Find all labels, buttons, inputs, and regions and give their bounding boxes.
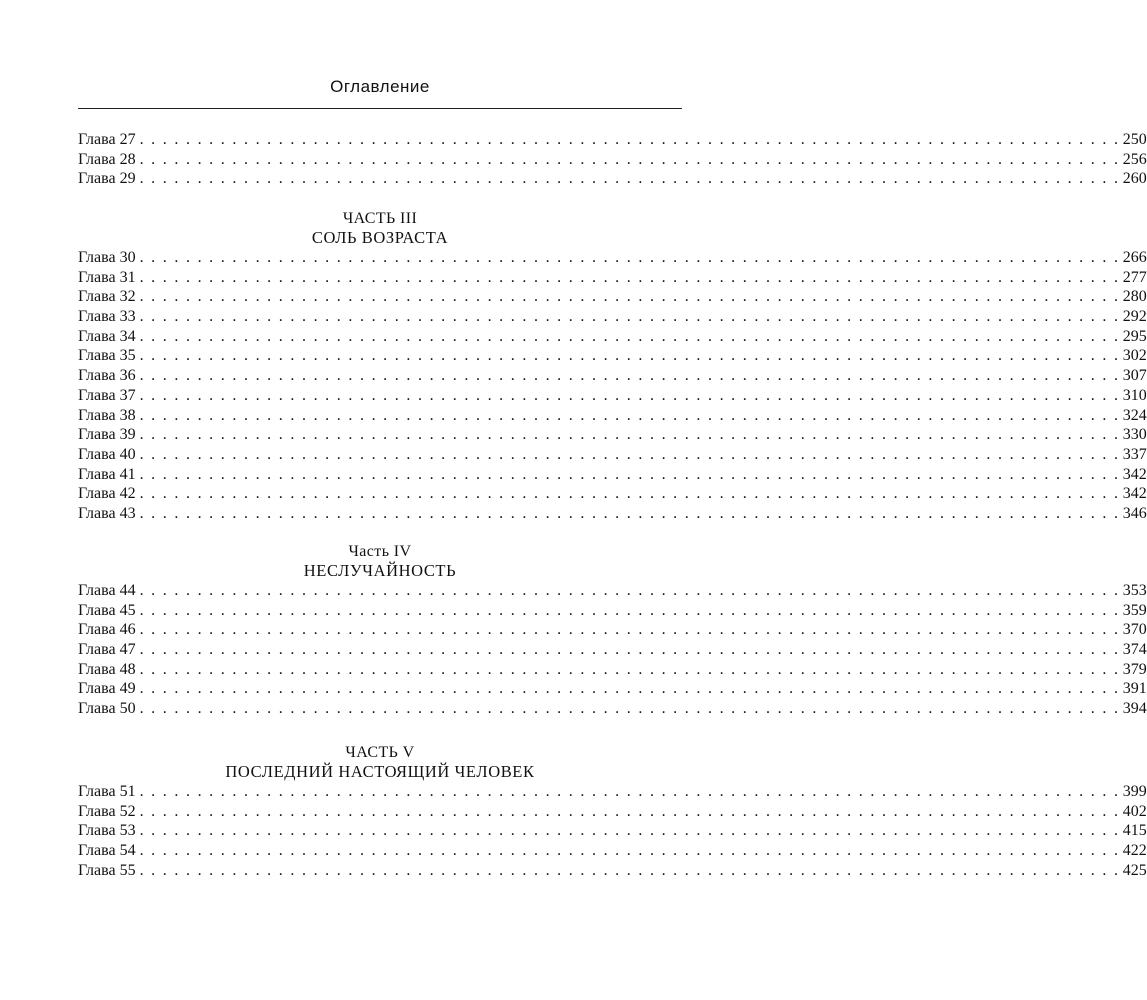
dot-leader: . . . . . . . . . . . . . . . . . . . . . . . . . . . . . . . . . . . . . . . . . . . . . . . . . . . . . . . . . . . . . . . . . . . . . . . . . . . . . . . . . . . . . [139,249,1120,266]
toc-entry [78,386,1147,406]
dot-leader: . . . . . . . . . . . . . . . . . . . . . . . . . . . . . . . . . . . . . . . . . . . . . . . . . . . . . . . . . . . . . . . . . . . . . . . . . . . . . . . . . . . . . [139,861,1120,879]
dot-leader: . . . . . . . . . . . . . . . . . . . . . . . . . . . . . . . . . . . . . . . . . . . . . . . . . . . . . . . . . . . . . . . . . . . . . . . . . . . . . . . . . . . . . [139,621,1120,639]
dot-leader: . . . . . . . . . . . . . . . . . . . . . . . . . . . . . . . . . . . . . . . . . . . . . . . . . . . . . . . . . . . . . . . . . . . . . . . . . . . . . . . . . . . . . [139,367,1120,385]
toc-entry [78,841,1147,861]
page-number: 346 [1122,504,1147,522]
toc-entry [78,640,1147,660]
dot-leader: . . . . . . . . . . . . . . . . . . . . . . . . . . . . . . . . . . . . . . . . . . . . . . . . . . . . . . . . . . . . . . . . . . . . . . . . . . . . . . . . . . . . . [139,170,1120,188]
running-head: Оглавление [330,77,430,96]
dot-leader: . . . . . . . . . . . . . . . . . . . . . . . . . . . . . . . . . . . . . . . . . . . . . . . . . . . . . . . . . . . . . . . . . . . . . . . . . . . . . . . . . . . . . [139,406,1120,424]
toc-entry [78,581,1147,601]
toc-entry [78,821,1147,841]
chapter-label: Глава 41 [78,465,136,483]
page-number: 415 [1122,822,1147,840]
toc-entry [78,425,1147,445]
toc-entry [78,861,1147,881]
dot-leader: . . . . . . . . . . . . . . . . . . . . . . . . . . . . . . . . . . . . . . . . . . . . . . . . . . . . . . . . . . . . . . . . . . . . . . . . . . . . . . . . . . . . . [139,308,1120,326]
toc-entry [78,406,1147,426]
toc-entry [78,248,1147,268]
dot-leader: . . . . . . . . . . . . . . . . . . . . . . . . . . . . . . . . . . . . . . . . . . . . . . . . . . . . . . . . . . . . . . . . . . . . . . . . . . . . . . . . . . . . . [139,131,1120,148]
toc-part-4 [78,542,1147,719]
page-number: 295 [1122,327,1147,345]
chapter-label: Глава 29 [78,170,136,188]
page-number: 337 [1122,445,1147,463]
dot-leader: . . . . . . . . . . . . . . . . . . . . . . . . . . . . . . . . . . . . . . . . . . . . . . . . . . . . . . . . . . . . . . . . . . . . . . . . . . . . . . . . . . . . . [139,802,1120,820]
page-number: 391 [1122,680,1147,698]
page-number: 277 [1122,268,1147,286]
page-number: 307 [1122,367,1147,385]
dot-leader: . . . . . . . . . . . . . . . . . . . . . . . . . . . . . . . . . . . . . . . . . . . . . . . . . . . . . . . . . . . . . . . . . . . . . . . . . . . . . . . . . . . . . [139,150,1120,168]
part-heading: Часть IV [348,543,412,560]
toc-entry [78,366,1147,386]
page-number: 425 [1122,861,1147,879]
dot-leader: . . . . . . . . . . . . . . . . . . . . . . . . . . . . . . . . . . . . . . . . . . . . . . . . . . . . . . . . . . . . . . . . . . . . . . . . . . . . . . . . . . . . . [139,822,1120,840]
chapter-label: Глава 38 [78,406,136,424]
chapter-label: Глава 55 [78,861,136,879]
page-number: 359 [1122,601,1147,619]
page-number: 250 [1122,131,1147,148]
chapter-label: Глава 48 [78,660,136,678]
chapter-label: Глава 52 [78,802,136,820]
toc-entry [78,484,1147,504]
chapter-label: Глава 35 [78,347,136,365]
dot-leader: . . . . . . . . . . . . . . . . . . . . . . . . . . . . . . . . . . . . . . . . . . . . . . . . . . . . . . . . . . . . . . . . . . . . . . . . . . . . . . . . . . . . . [139,485,1120,503]
part-heading: ЧАСТЬ III [342,210,418,227]
dot-leader: . . . . . . . . . . . . . . . . . . . . . . . . . . . . . . . . . . . . . . . . . . . . . . . . . . . . . . . . . . . . . . . . . . . . . . . . . . . . . . . . . . . . . [139,386,1120,404]
page-number: 394 [1122,700,1147,718]
dot-leader: . . . . . . . . . . . . . . . . . . . . . . . . . . . . . . . . . . . . . . . . . . . . . . . . . . . . . . . . . . . . . . . . . . . . . . . . . . . . . . . . . . . . . [139,783,1120,800]
page-number: 370 [1122,621,1147,639]
page-number: 379 [1122,660,1147,678]
page-number: 342 [1122,465,1147,483]
toc-entry [78,307,1147,327]
dot-leader: . . . . . . . . . . . . . . . . . . . . . . . . . . . . . . . . . . . . . . . . . . . . . . . . . . . . . . . . . . . . . . . . . . . . . . . . . . . . . . . . . . . . . [139,660,1120,678]
toc-group-1 [78,130,1147,189]
chapter-label: Глава 47 [78,641,136,659]
dot-leader: . . . . . . . . . . . . . . . . . . . . . . . . . . . . . . . . . . . . . . . . . . . . . . . . . . . . . . . . . . . . . . . . . . . . . . . . . . . . . . . . . . . . . [139,347,1120,365]
chapter-label: Глава 45 [78,601,136,619]
toc-entry [78,445,1147,465]
chapter-label: Глава 34 [78,327,136,345]
chapter-label: Глава 51 [78,783,136,800]
chapter-label: Глава 42 [78,485,136,503]
toc-entry [78,679,1147,699]
toc-entry [78,504,1147,524]
toc-part-3 [78,209,1147,524]
chapter-label: Глава 39 [78,426,136,444]
toc-entry [78,150,1147,170]
page-number: 422 [1122,842,1147,860]
page-number: 353 [1122,582,1147,599]
chapter-label: Глава 49 [78,680,136,698]
chapter-label: Глава 46 [78,621,136,639]
part-title: СОЛЬ ВОЗРАСТА [311,228,449,247]
toc-entry [78,169,1147,189]
toc-entry [78,287,1147,307]
page-number: 342 [1122,485,1147,503]
chapter-label: Глава 44 [78,582,136,599]
page-number: 292 [1122,308,1147,326]
dot-leader: . . . . . . . . . . . . . . . . . . . . . . . . . . . . . . . . . . . . . . . . . . . . . . . . . . . . . . . . . . . . . . . . . . . . . . . . . . . . . . . . . . . . . [139,700,1120,718]
dot-leader: . . . . . . . . . . . . . . . . . . . . . . . . . . . . . . . . . . . . . . . . . . . . . . . . . . . . . . . . . . . . . . . . . . . . . . . . . . . . . . . . . . . . . [139,268,1120,286]
page-number: 302 [1122,347,1147,365]
dot-leader: . . . . . . . . . . . . . . . . . . . . . . . . . . . . . . . . . . . . . . . . . . . . . . . . . . . . . . . . . . . . . . . . . . . . . . . . . . . . . . . . . . . . . [139,582,1120,599]
toc-entry [78,620,1147,640]
dot-leader: . . . . . . . . . . . . . . . . . . . . . . . . . . . . . . . . . . . . . . . . . . . . . . . . . . . . . . . . . . . . . . . . . . . . . . . . . . . . . . . . . . . . . [139,680,1120,698]
page-number: 310 [1122,386,1147,404]
dot-leader: . . . . . . . . . . . . . . . . . . . . . . . . . . . . . . . . . . . . . . . . . . . . . . . . . . . . . . . . . . . . . . . . . . . . . . . . . . . . . . . . . . . . . [139,601,1120,619]
chapter-label: Глава 36 [78,367,136,385]
dot-leader: . . . . . . . . . . . . . . . . . . . . . . . . . . . . . . . . . . . . . . . . . . . . . . . . . . . . . . . . . . . . . . . . . . . . . . . . . . . . . . . . . . . . . [139,426,1120,444]
dot-leader: . . . . . . . . . . . . . . . . . . . . . . . . . . . . . . . . . . . . . . . . . . . . . . . . . . . . . . . . . . . . . . . . . . . . . . . . . . . . . . . . . . . . . [139,445,1120,463]
chapter-label: Глава 54 [78,842,136,860]
toc-entry [78,601,1147,621]
toc-entry [78,327,1147,347]
page-number: 402 [1122,802,1147,820]
page-number: 260 [1122,170,1147,188]
chapter-label: Глава 33 [78,308,136,326]
page-number: 330 [1122,426,1147,444]
part-heading: ЧАСТЬ V [345,744,415,761]
toc-entry [78,130,1147,150]
dot-leader: . . . . . . . . . . . . . . . . . . . . . . . . . . . . . . . . . . . . . . . . . . . . . . . . . . . . . . . . . . . . . . . . . . . . . . . . . . . . . . . . . . . . . [139,288,1120,306]
header-rule [78,108,682,109]
toc-entry [78,268,1147,288]
toc-entry [78,802,1147,822]
toc-entry [78,346,1147,366]
page-number: 399 [1122,783,1147,800]
chapter-label: Глава 43 [78,504,136,522]
toc-entry [78,782,1147,802]
toc-entry [78,660,1147,680]
toc-entry [78,699,1147,719]
page-number: 256 [1122,150,1147,168]
page-number: 324 [1122,406,1147,424]
dot-leader: . . . . . . . . . . . . . . . . . . . . . . . . . . . . . . . . . . . . . . . . . . . . . . . . . . . . . . . . . . . . . . . . . . . . . . . . . . . . . . . . . . . . . [139,504,1120,522]
chapter-label: Глава 53 [78,822,136,840]
chapter-label: Глава 37 [78,386,136,404]
chapter-label: Глава 28 [78,150,136,168]
chapter-label: Глава 40 [78,445,136,463]
dot-leader: . . . . . . . . . . . . . . . . . . . . . . . . . . . . . . . . . . . . . . . . . . . . . . . . . . . . . . . . . . . . . . . . . . . . . . . . . . . . . . . . . . . . . [139,641,1120,659]
page-number: 280 [1122,288,1147,306]
part-title: ПОСЛЕДНИЙ НАСТОЯЩИЙ ЧЕЛОВЕК [225,762,535,781]
dot-leader: . . . . . . . . . . . . . . . . . . . . . . . . . . . . . . . . . . . . . . . . . . . . . . . . . . . . . . . . . . . . . . . . . . . . . . . . . . . . . . . . . . . . . [139,327,1120,345]
page-number: 266 [1122,249,1147,266]
toc-part-5 [78,743,1147,880]
chapter-label: Глава 32 [78,288,136,306]
chapter-label: Глава 27 [78,131,136,148]
chapter-label: Глава 50 [78,700,136,718]
part-title: НЕСЛУЧАЙНОСТЬ [303,561,457,580]
chapter-label: Глава 31 [78,268,136,286]
dot-leader: . . . . . . . . . . . . . . . . . . . . . . . . . . . . . . . . . . . . . . . . . . . . . . . . . . . . . . . . . . . . . . . . . . . . . . . . . . . . . . . . . . . . . [139,465,1120,483]
toc-entry [78,465,1147,485]
chapter-label: Глава 30 [78,249,136,266]
dot-leader: . . . . . . . . . . . . . . . . . . . . . . . . . . . . . . . . . . . . . . . . . . . . . . . . . . . . . . . . . . . . . . . . . . . . . . . . . . . . . . . . . . . . . [139,842,1120,860]
page-number: 374 [1122,641,1147,659]
